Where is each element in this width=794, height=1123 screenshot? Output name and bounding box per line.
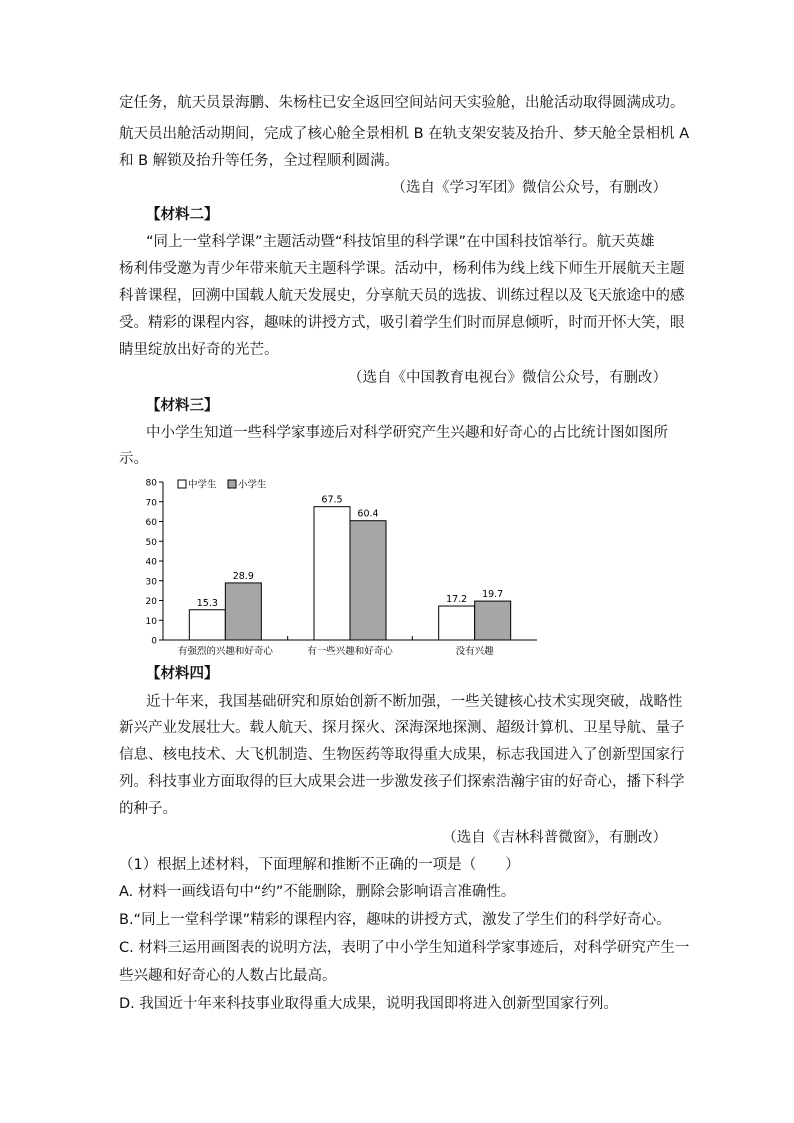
data-label: 19.7 xyxy=(482,589,504,601)
material2-heading: 【材料二】 xyxy=(146,207,219,223)
question-stem: （1）根据上述材料，下面理解和推断不正确的一项是（ ） xyxy=(119,857,520,873)
material2-line-5: 睛里绽放出好奇的光芒。 xyxy=(119,342,279,358)
bar xyxy=(189,610,225,640)
passage1-source: （选自《学习军团》微信公众号，有删改） xyxy=(391,180,667,196)
bar xyxy=(350,521,386,640)
legend-swatch xyxy=(228,480,236,488)
passage1-line-3: 和 B 解锁及抬升等任务，全过程顺利圆满。 xyxy=(119,153,400,169)
legend-label: 小学生 xyxy=(238,479,267,491)
bar-chart xyxy=(140,472,550,662)
passage1-line-2: 航天员出舱活动期间，完成了核心舱全景相机 B 在轨支架安装及抬升、梦天舱全景相机 A xyxy=(119,126,690,142)
material4-line-5: 的种子。 xyxy=(119,801,177,817)
bar xyxy=(225,583,261,640)
category-label: 有一些兴趣和好奇心 xyxy=(307,646,393,657)
material2-line-4: 受。精彩的课程内容，趣味的讲授方式，吸引着学生们时而屏息倾听，时而开怀大笑，眼 xyxy=(119,315,685,331)
material3-line-2: 示。 xyxy=(119,451,148,467)
material4-line-3: 信息、核电技术、大飞机制造、生物医药等取得重大成果，标志我国进入了创新型国家行 xyxy=(119,747,685,763)
bar xyxy=(475,601,511,640)
material4-line-4: 列。科技事业方面取得的巨大成果会进一步激发孩子们探索浩瀚宇宙的好奇心，播下科学 xyxy=(119,774,685,790)
data-label: 17.2 xyxy=(446,594,468,606)
material2-line-2: 杨利伟受邀为青少年带来航天主题科学课。活动中，杨利伟为线上线下师生开展航天主题 xyxy=(119,261,685,277)
data-label: 67.5 xyxy=(321,494,343,506)
material2-line-1: “同上一堂科学课”主题活动暨“科技馆里的科学课”在中国科技馆举行。航天英雄 xyxy=(146,234,655,250)
option-d: D. 我国近十年来科技事业取得重大成果，说明我国即将进入创新型国家行列。 xyxy=(119,996,618,1012)
material2-line-3: 科普课程，回溯中国载人航天发展史，分享航天员的选拔、训练过程以及飞天旅途中的感 xyxy=(119,288,685,304)
legend-swatch xyxy=(178,480,186,488)
data-label: 60.4 xyxy=(357,508,379,520)
y-tick-label: 20 xyxy=(145,597,157,607)
bar xyxy=(439,606,475,640)
option-a: A. 材料一画线语句中“约”不能删除，删除会影响语言准确性。 xyxy=(119,884,516,900)
category-label: 有强烈的兴趣和好奇心 xyxy=(177,646,273,657)
material3-heading: 【材料三】 xyxy=(146,398,219,414)
y-tick-label: 60 xyxy=(145,518,157,528)
y-tick-label: 0 xyxy=(151,636,157,647)
y-tick-label: 80 xyxy=(145,478,157,489)
category-label: 没有兴趣 xyxy=(455,646,494,657)
option-b: B.“同上一堂科学课”精彩的课程内容，趣味的讲授方式，激发了学生们的科学好奇心。 xyxy=(119,912,671,928)
material4-line-1: 近十年来，我国基础研究和原始创新不断加强，一些关键核心技术实现突破，战略性 xyxy=(146,694,683,710)
y-tick-label: 50 xyxy=(145,537,157,548)
option-c-line-2: 些兴趣和好奇心的人数占比最高。 xyxy=(119,968,337,984)
passage1-line-1: 定任务，航天员景海鹏、朱杨柱已安全返回空间站问天实验舱，出舱活动取得圆满成功。 xyxy=(119,95,685,111)
data-label: 28.9 xyxy=(232,570,254,582)
material4-line-2: 新兴产业发展壮大。载人航天、探月探火、深海深地探测、超级计算机、卫星导航、量子 xyxy=(119,720,685,736)
y-tick-label: 70 xyxy=(145,498,157,509)
bar xyxy=(314,507,350,640)
legend-label: 中学生 xyxy=(188,479,217,491)
option-c-line-1: C. 材料三运用画图表的说明方法，表明了中小学生知道科学家事迹后，对科学研究产生一 xyxy=(119,940,690,956)
data-label: 15.3 xyxy=(196,597,218,609)
material2-source: （选自《中国教育电视台》微信公众号，有删改） xyxy=(348,370,667,386)
y-tick-label: 30 xyxy=(145,577,157,588)
y-tick-label: 10 xyxy=(145,616,157,627)
material4-source: （选自《吉林科普微窗》，有删改） xyxy=(442,830,667,846)
material3-line-1: 中小学生知道一些科学家事迹后对科学研究产生兴趣和好奇心的占比统计图如图所 xyxy=(146,425,668,441)
material4-heading: 【材料四】 xyxy=(146,666,219,682)
y-tick-label: 40 xyxy=(145,557,157,568)
